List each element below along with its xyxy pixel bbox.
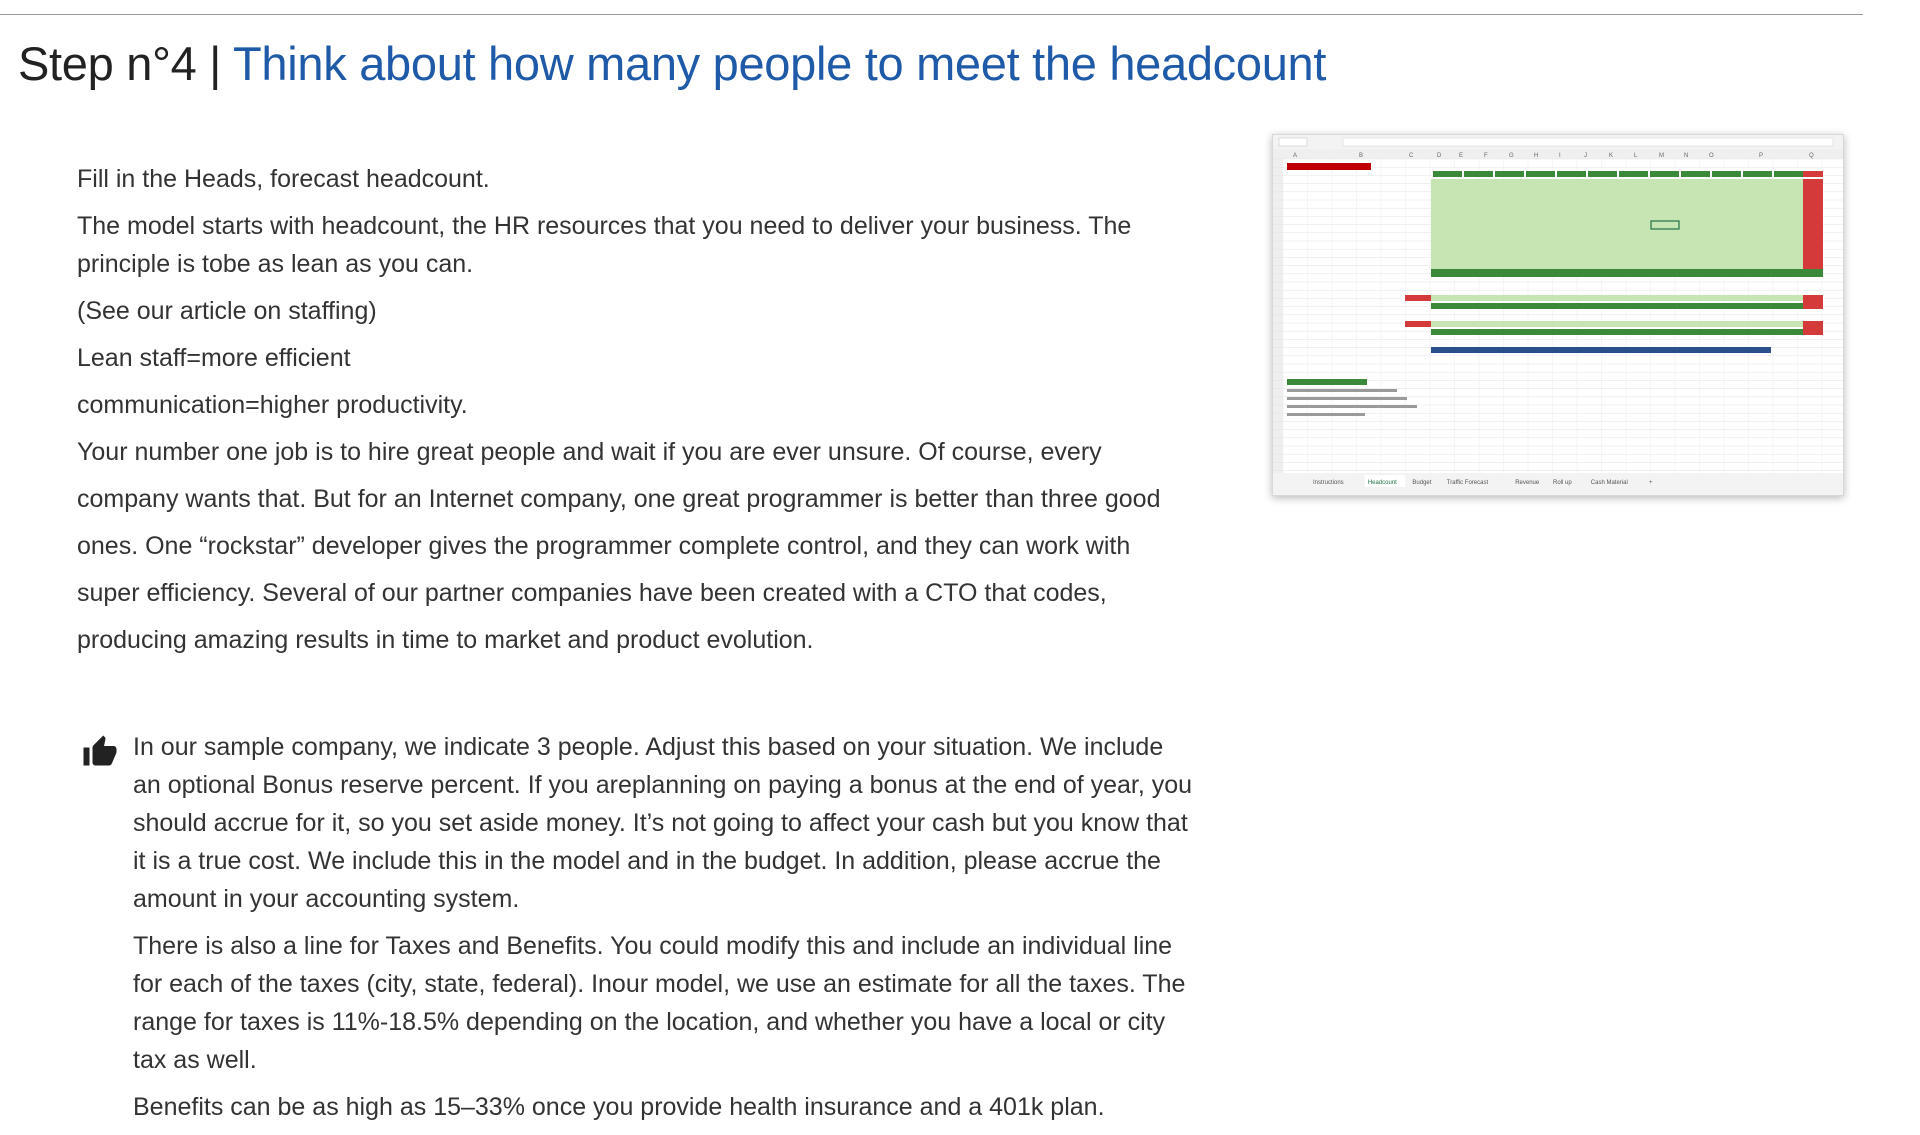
month-header-cell <box>1464 171 1493 177</box>
bonus-total-row <box>1431 303 1803 309</box>
bonus-total-cell <box>1803 295 1823 309</box>
sheet-tab[interactable]: Traffic Forecast <box>1446 480 1489 486</box>
thumbs-up-icon <box>82 734 118 770</box>
column-letter: J <box>1584 153 1587 159</box>
month-header-cell <box>1495 171 1524 177</box>
column-letter: L <box>1634 153 1638 159</box>
article-body <box>77 160 1197 668</box>
tip-callout <box>82 728 1197 1135</box>
month-header-cell <box>1712 171 1741 177</box>
column-letter: C <box>1409 153 1414 159</box>
paragraph: Lean staff=more efficient <box>77 344 351 372</box>
top-divider <box>0 14 1863 15</box>
sheet-tab[interactable]: Revenue <box>1515 480 1540 486</box>
paragraph: The model starts with headcount, the HR resources that you need to deliver your business. The principle is tobe as lean as you can. <box>77 212 1132 278</box>
paragraph: (See our article on staffing) <box>77 297 377 325</box>
page-title-prefix: Step n°4 | <box>18 37 233 90</box>
sheet-tab[interactable]: Instructions <box>1313 480 1344 486</box>
instruction-line <box>1287 389 1397 392</box>
month-header-cell <box>1588 171 1617 177</box>
month-header-cell <box>1743 171 1772 177</box>
month-header-cell <box>1526 171 1555 177</box>
paragraph: Fill in the Heads, forecast headcount. <box>77 165 490 193</box>
taxes-row <box>1431 321 1803 327</box>
spreadsheet-screenshot <box>1272 134 1844 496</box>
column-letter: H <box>1534 153 1539 159</box>
column-letter: M <box>1659 153 1664 159</box>
month-header-cell <box>1681 171 1710 177</box>
total-column <box>1803 179 1823 277</box>
formula-input <box>1343 138 1833 146</box>
instruction-line <box>1287 405 1417 408</box>
page-title-main: Think about how many people to meet the headcount <box>233 37 1327 90</box>
paragraph: Your number one job is to hire great people and wait if you are ever unsure. Of course, every <box>77 438 1102 466</box>
tip-paragraph: There is also a line for Taxes and Benefits. You could modify this and include an individual line for each of the taxes (city, state, federal). Inour model, we use an estimate for all the taxes. The range for taxes is 11%-18.5% depending on the location, and whether you have a local or city tax as well. <box>133 932 1186 1074</box>
sheet-tab[interactable]: Roll up <box>1553 480 1572 486</box>
instructions-header-cell <box>1287 379 1367 385</box>
paragraph: communication=higher productivity. <box>77 391 468 419</box>
sheet-tab[interactable]: Cash Material <box>1590 480 1628 486</box>
sheet-tab[interactable]: Headcount <box>1367 480 1397 486</box>
paragraph: super efficiency. Several of our partner companies have been created with a CTO that codes, <box>77 579 1107 607</box>
column-letter: B <box>1359 153 1364 159</box>
paragraph: producing amazing results in time to market and product evolution. <box>77 626 814 654</box>
column-letter: A <box>1293 153 1298 159</box>
month-header-cell <box>1433 171 1462 177</box>
bonus-percent-cell <box>1405 295 1431 301</box>
month-header-cell <box>1557 171 1586 177</box>
headcount-row <box>1431 347 1771 353</box>
month-header-row <box>1433 171 1823 177</box>
column-letter: G <box>1509 153 1514 159</box>
taxes-total-row <box>1431 329 1803 335</box>
column-letter: N <box>1684 153 1689 159</box>
month-header-cell <box>1619 171 1648 177</box>
sheet-tab[interactable]: + <box>1649 480 1653 486</box>
paragraph: company wants that. But for an Internet company, one great programmer is better than three good <box>77 485 1161 513</box>
month-header-cell <box>1774 171 1803 177</box>
total-header-cell <box>1803 171 1823 177</box>
month-header-cell <box>1650 171 1679 177</box>
salary-block <box>1431 179 1803 269</box>
column-letter: K <box>1609 153 1614 159</box>
taxes-total-cell <box>1803 321 1823 335</box>
instructions-text <box>1287 389 1417 416</box>
column-letter: F <box>1484 153 1488 159</box>
bonus-row <box>1431 295 1803 301</box>
paragraph: ones. One “rockstar” developer gives the programmer complete control, and they can work with <box>77 532 1131 560</box>
column-letter: I <box>1559 153 1561 159</box>
name-box <box>1279 138 1307 146</box>
column-letter: P <box>1759 153 1764 159</box>
column-letter: Q <box>1809 153 1814 159</box>
sheet-tab[interactable]: Budget <box>1412 480 1432 486</box>
company-name-cell <box>1287 163 1371 170</box>
column-letter: O <box>1709 153 1714 159</box>
row-header-strip <box>1273 159 1283 473</box>
column-letter: E <box>1459 153 1464 159</box>
instruction-line <box>1287 397 1407 400</box>
column-letter: D <box>1437 153 1442 159</box>
total-row <box>1431 269 1823 277</box>
instruction-line <box>1287 413 1365 416</box>
spreadsheet-image <box>1273 135 1843 495</box>
tip-paragraph: In our sample company, we indicate 3 people. Adjust this based on your situation. We include an optional Bonus reserve percent. If you areplanning on paying a bonus at the end of year, you should accrue for it, so you set aside money. It’s not going to affect your cash but you know that it is a true cost. We include this in the model and in the budget. In addition, please accrue the amount in your accounting system. <box>133 733 1193 913</box>
page-title <box>18 36 1326 91</box>
taxes-percent-cell <box>1405 321 1431 327</box>
tip-paragraph: Benefits can be as high as 15–33% once you provide health insurance and a 401k plan. <box>133 1093 1105 1121</box>
tip-text <box>133 728 1197 1126</box>
